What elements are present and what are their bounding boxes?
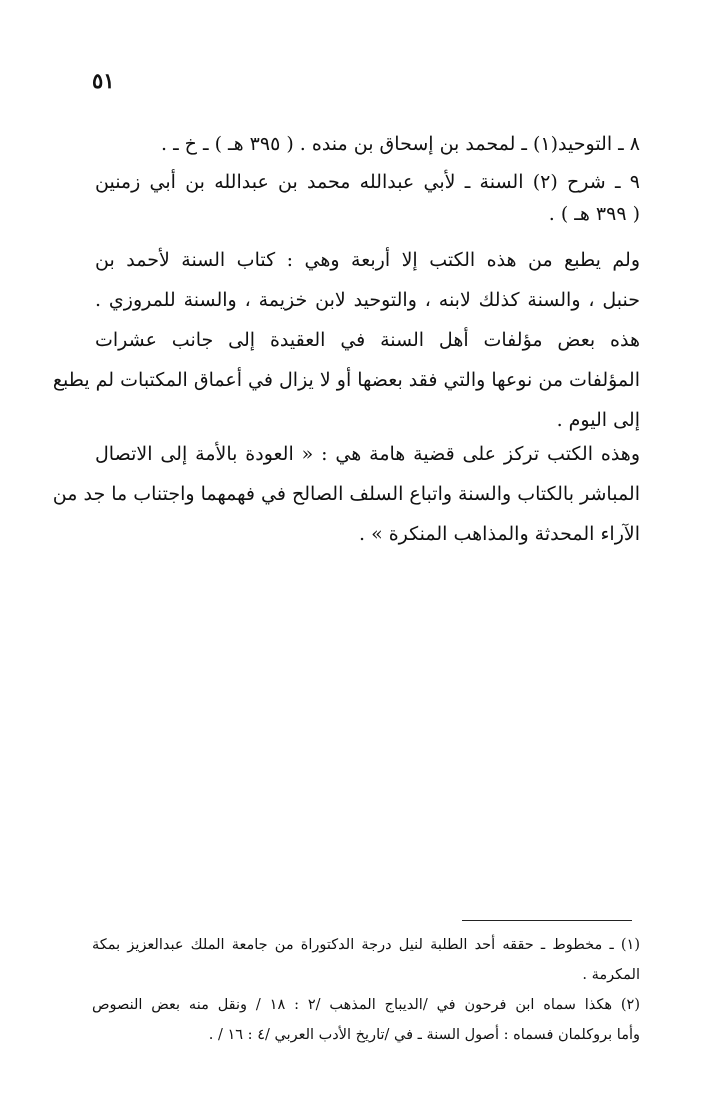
paragraph-1-line-2: حنبل ، والسنة كذلك لابنه ، والتوحيد لابن خزيمة ، والسنة للمروزي .	[95, 289, 640, 311]
list-item-9-line-2: ( ٣٩٩ هـ ) .	[548, 203, 640, 225]
footnotes	[92, 930, 640, 1050]
paragraph-printed-books	[95, 240, 640, 320]
list-item-9	[95, 162, 640, 234]
list-item-8-line-1: ٨ ـ التوحيد(١) ـ لمحمد بن إسحاق بن منده . ( ٣٩٥ هـ ) ـ خ ـ .	[160, 133, 640, 155]
paragraph-3-line-2: المباشر بالكتاب والسنة واتباع السلف الصالح في فهمهما واجتناب ما جد من	[52, 483, 640, 505]
footnote-2-line-2: وأما بروكلمان فسماه : أصول السنة ـ في /تاريخ الأدب العربي /٤ : ١٦ / .	[208, 1027, 640, 1043]
footnote-separator	[462, 920, 632, 921]
footnote-1	[92, 930, 640, 990]
paragraph-1-line-1: ولم يطبع من هذه الكتب إلا أربعة وهي : كتاب السنة لأحمد بن	[95, 249, 640, 271]
paragraph-2-line-3: إلى اليوم .	[556, 409, 640, 431]
paragraph-3-line-3: الآراء المحدثة والمذاهب المنكرة » .	[358, 523, 640, 545]
footnote-2-line-1: (٢) هكذا سماه ابن فرحون في /الديباج المذهب /٢ : ١٨ / ونقل منه بعض النصوص	[92, 997, 640, 1013]
page-number: ٥١	[92, 68, 115, 93]
paragraph-2-line-2: المؤلفات من نوعها والتي فقد بعضها أو لا يزال في أعماق المكتبات لم يطبع	[52, 369, 640, 391]
paragraph-sunnah-works	[52, 320, 640, 440]
footnote-1-line-1: (١) ـ مخطوط ـ حققه أحد الطلبة لنيل درجة الدكتوراة من جامعة الملك عبدالعزيز بمكة	[92, 937, 640, 953]
list-item-9-line-1: ٩ ـ شرح (٢) السنة ـ لأبي عبدالله محمد بن عبدالله بن أبي زمنين	[95, 171, 640, 193]
paragraph-3-line-1: وهذه الكتب تركز على قضية هامة هي : « العودة بالأمة إلى الاتصال	[95, 443, 640, 465]
list-item-8	[95, 124, 640, 164]
paragraph-key-issue	[52, 434, 640, 554]
footnote-1-line-2: المكرمة .	[582, 967, 640, 983]
paragraph-2-line-1: هذه بعض مؤلفات أهل السنة في العقيدة إلى جانب عشرات	[95, 329, 640, 351]
footnote-2	[92, 990, 640, 1050]
